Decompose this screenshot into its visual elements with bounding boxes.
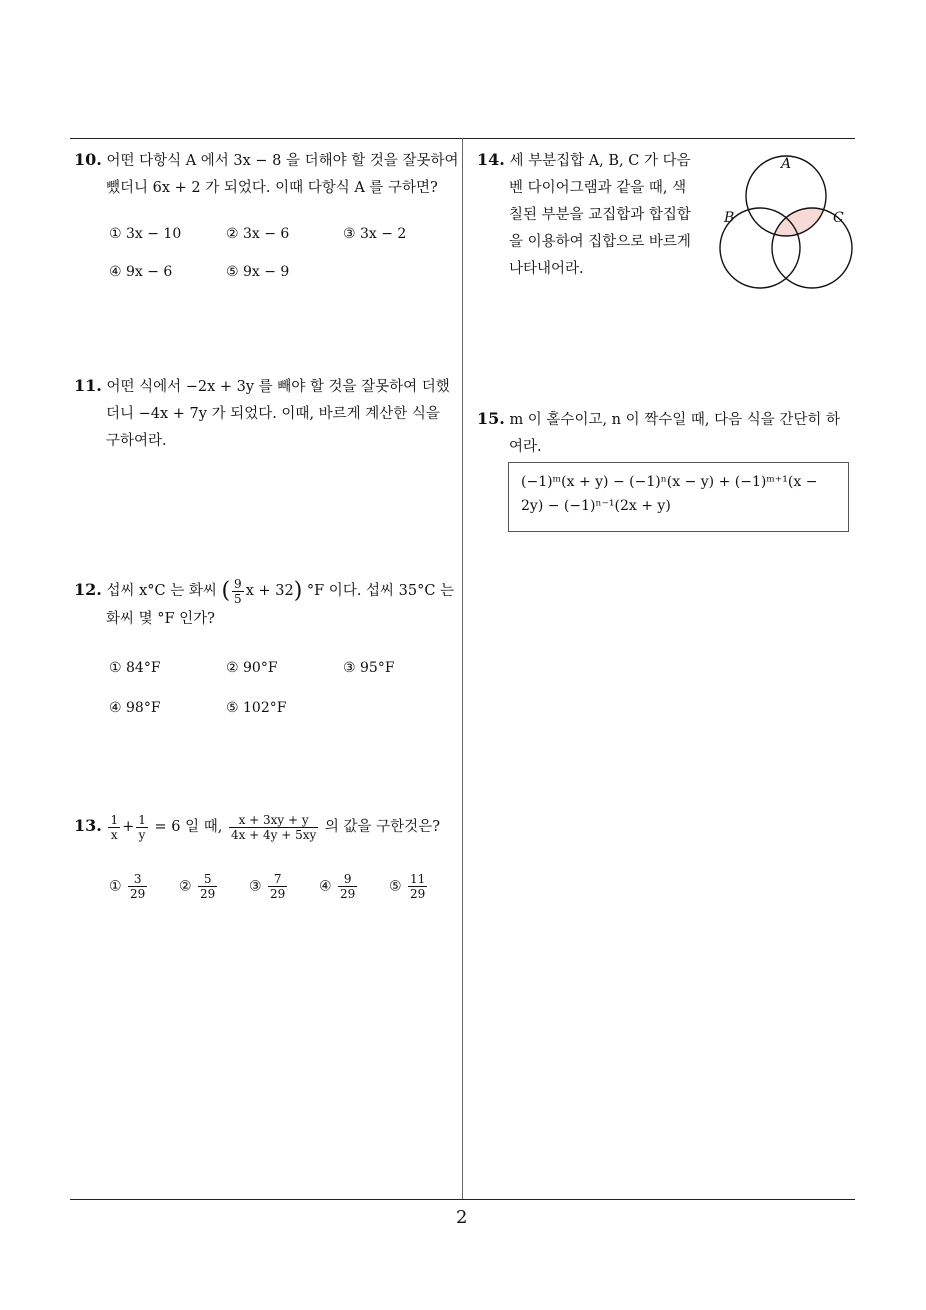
question-text: 을 이용하여 집합으로 바르게 [509, 234, 691, 250]
choice-2[interactable]: ② 3x − 6 [226, 226, 290, 242]
question-text: 어떤 다항식 A 에서 3x − 8 을 더해야 할 것을 잘못하여 [106, 153, 459, 169]
question-number: 11. [74, 376, 102, 395]
set-a-label: A [781, 156, 792, 172]
choice-5[interactable]: ⑤ $\frac{11}{29}$ [389, 872, 426, 901]
choice-3[interactable]: ③ 3x − 2 [343, 226, 407, 242]
expression-line: 2y) − (−1)ⁿ⁻¹(2x + y) [521, 498, 671, 514]
question-text: 더니 −4x + 7y 가 되었다. 이때, 바르게 계산한 식을 [106, 406, 440, 422]
choice-1[interactable]: ① 84°F [109, 660, 161, 676]
question-13: 13. $\frac{1}{x}$ + $\frac{1}{y}$ = 6 일 때, $\frac{x + 3xy + y}{4x + 4y + 5xy}$ 의 값을 구한것은? [74, 812, 440, 842]
question-text: 여라. [509, 439, 542, 455]
choice-2[interactable]: ② $\frac{5}{29}$ [179, 872, 216, 901]
question-text: m 이 홀수이고, n 이 짝수일 때, 다음 식을 간단히 하 [509, 412, 840, 428]
question-text: 세 부분집합 A, B, C 가 다음 [509, 153, 691, 169]
choice-3[interactable]: ③ 95°F [343, 660, 395, 676]
question-number: 14. [477, 150, 505, 169]
expression-line: (−1)ᵐ(x + y) − (−1)ⁿ(x − y) + (−1)ᵐ⁺¹(x − [521, 474, 818, 490]
column-divider [462, 138, 463, 1200]
choice-4[interactable]: ④ 9x − 6 [109, 264, 173, 280]
set-c-label: C [833, 210, 844, 226]
bottom-rule [70, 1199, 855, 1200]
choice-2[interactable]: ② 90°F [226, 660, 278, 676]
question-text: 뺐더니 6x + 2 가 되었다. 이때 다항식 A 를 구하면? [106, 180, 438, 196]
fraction: $\frac{9}{5}$ [234, 576, 242, 606]
choice-4[interactable]: ④ $\frac{9}{29}$ [319, 872, 356, 901]
choice-1[interactable]: ① $\frac{3}{29}$ [109, 872, 146, 901]
question-10 [74, 146, 459, 202]
question-number: 12. [74, 580, 102, 599]
question-12: 12. 섭씨 x°C 는 화씨 ( $\frac{9}{5}$ x + 32) °F 이다. 섭씨 35°C 는 화씨 몇 °F 인가? [74, 576, 455, 627]
question-text: 나타내어라. [509, 261, 584, 277]
question-text: 벤 다이어그램과 같을 때, 색 [509, 180, 687, 196]
question-number: 10. [74, 150, 102, 169]
choice-4[interactable]: ④ 98°F [109, 700, 161, 716]
question-text: °F 이다. 섭씨 35°C 는 [306, 583, 455, 599]
choice-5[interactable]: ⑤ 102°F [226, 700, 287, 716]
question-15 [477, 405, 862, 461]
expression: x + 32 [245, 583, 294, 599]
question-text: 화씨 몇 °F 인가? [106, 610, 215, 627]
set-b-label: B [724, 210, 735, 226]
expression-box [508, 462, 849, 532]
question-number: 13. [74, 816, 102, 835]
choice-3[interactable]: ③ $\frac{7}{29}$ [249, 872, 286, 901]
question-14 [477, 146, 717, 283]
fraction: $\frac{x + 3xy + y}{4x + 4y + 5xy}$ [230, 812, 317, 842]
question-text: 의 값을 구한것은? [324, 819, 440, 835]
question-text: = 6 일 때, [154, 819, 223, 835]
question-11 [74, 372, 459, 455]
question-text: 칠된 부분을 교집합과 합집합 [509, 207, 691, 223]
question-text: 어떤 식에서 −2x + 3y 를 빼야 할 것을 잘못하여 더했 [106, 379, 450, 395]
question-text: 섭씨 x°C 는 화씨 [106, 583, 217, 599]
choice-5[interactable]: ⑤ 9x − 9 [226, 264, 290, 280]
fraction: $\frac{1}{y}$ [138, 812, 146, 842]
page-number: 2 [456, 1207, 468, 1228]
fraction: $\frac{1}{x}$ [110, 812, 119, 842]
question-number: 15. [477, 409, 505, 428]
venn-diagram [712, 150, 862, 295]
choice-1[interactable]: ① 3x − 10 [109, 226, 182, 242]
question-text: 구하여라. [106, 433, 167, 449]
